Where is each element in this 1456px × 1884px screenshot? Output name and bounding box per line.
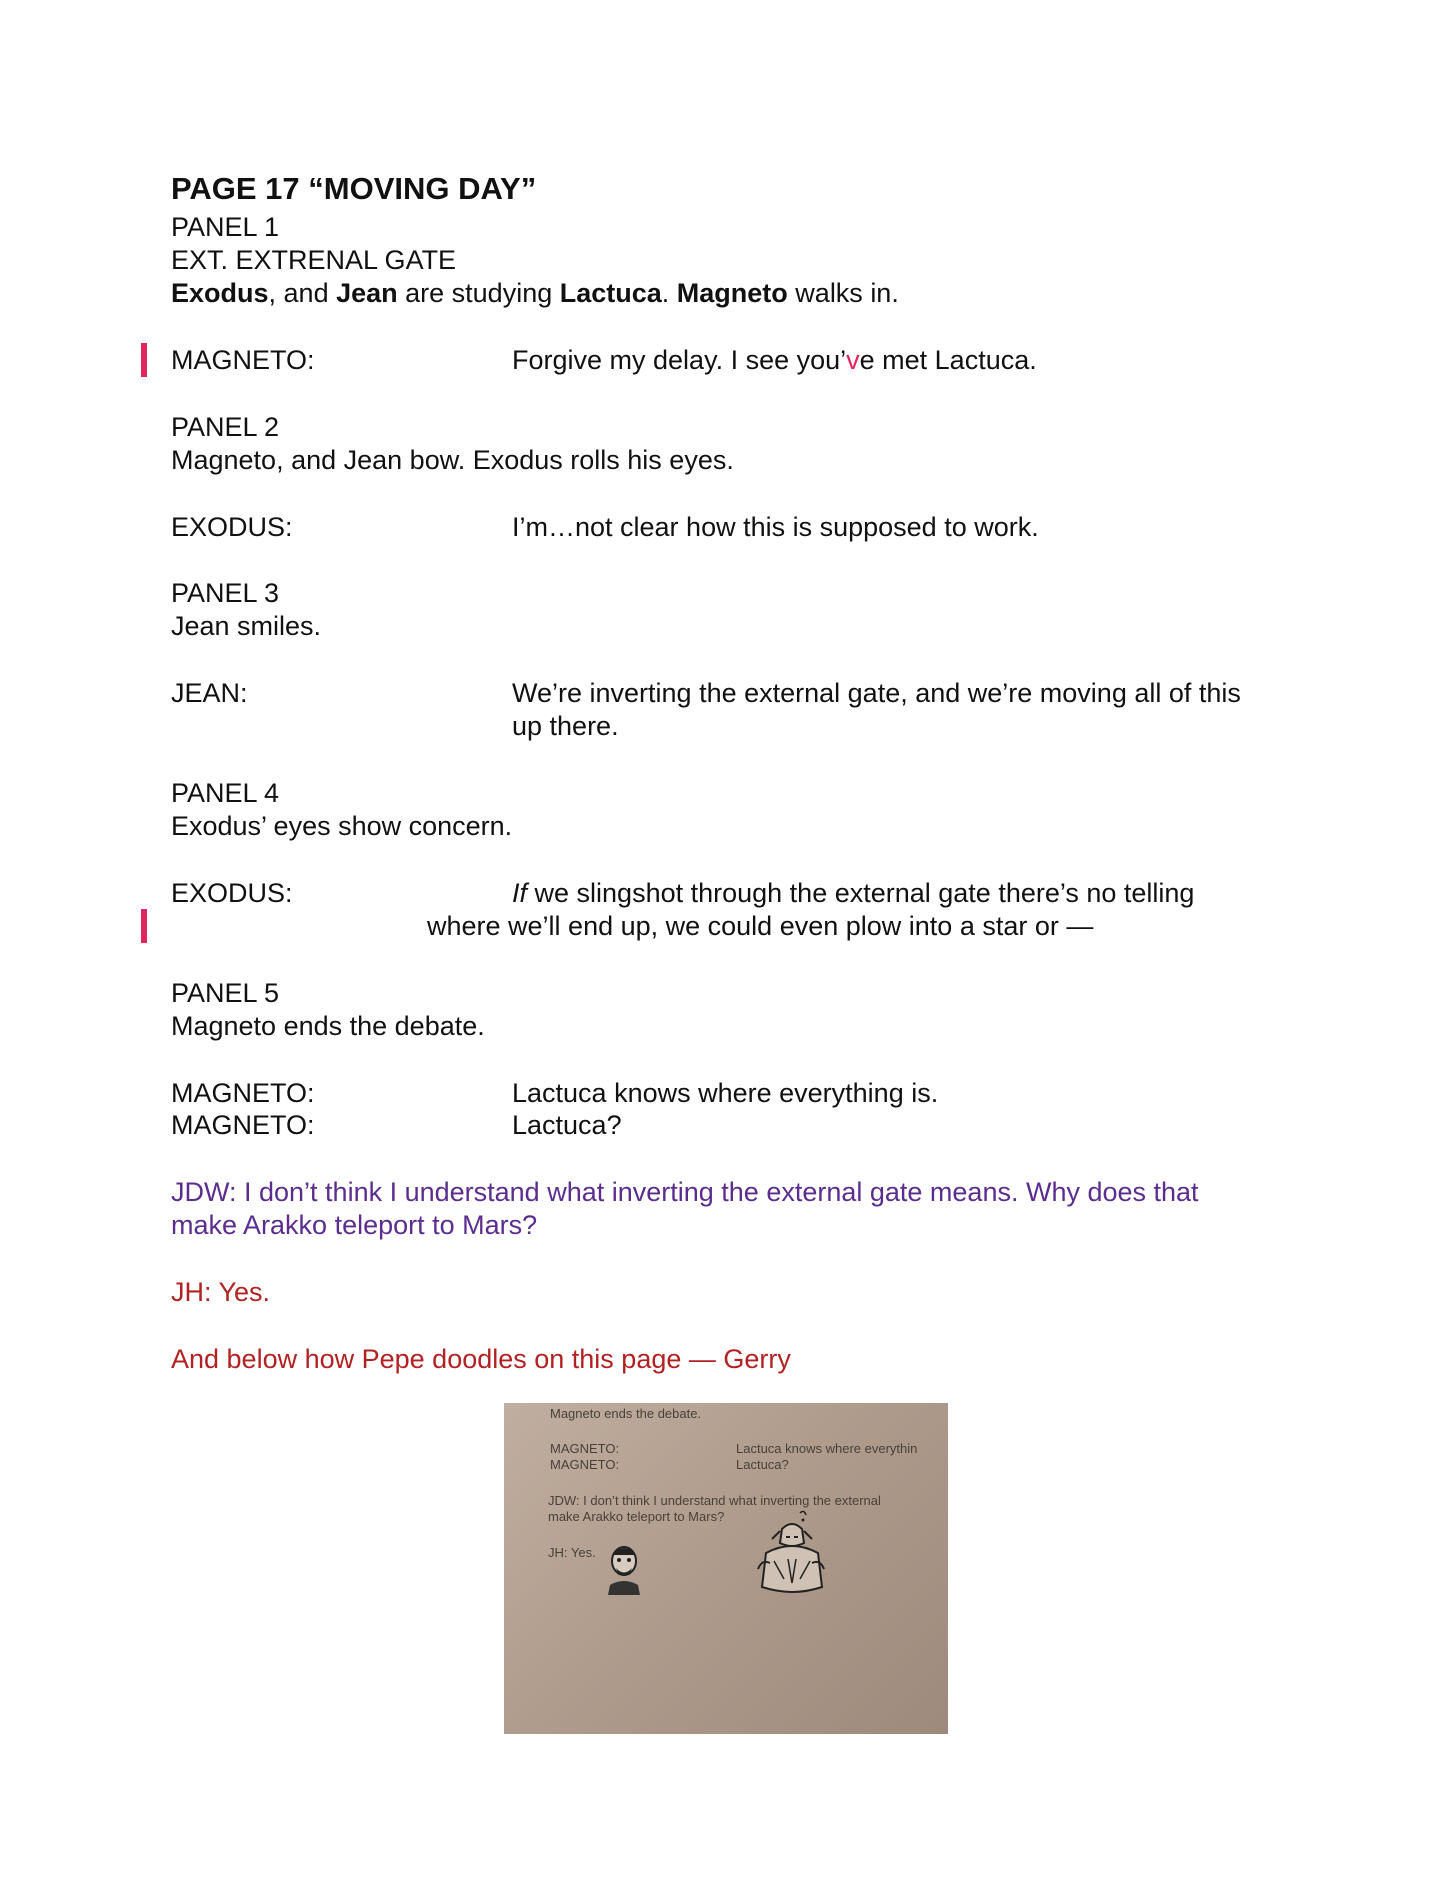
- panel-3-action: Jean smiles.: [171, 611, 322, 641]
- editor-note-jh: JH: Yes.: [171, 1277, 271, 1307]
- action-text: are studying: [397, 278, 560, 308]
- dialogue-text: e met Lactuca.: [859, 345, 1037, 375]
- panel-4-label: PANEL 4: [171, 778, 280, 808]
- editor-note-jdw: JDW: I don’t think I understand what inverting the external gate means. Why does that: [171, 1177, 1199, 1207]
- photo-text: JH: Yes.: [548, 1545, 596, 1560]
- dialogue-line: [512, 876, 1194, 910]
- photo-text: JDW: I don’t think I understand what inverting the external: [548, 1493, 881, 1508]
- character-jean: Jean: [336, 278, 398, 308]
- doodle-photo: [504, 1403, 948, 1734]
- panel-5-action: Magneto ends the debate.: [171, 1011, 485, 1041]
- dialogue-text: we slingshot through the external gate there’s no telling: [527, 878, 1195, 908]
- speaker-magneto: MAGNETO:: [171, 1110, 315, 1140]
- photo-text: MAGNETO:: [550, 1441, 620, 1456]
- dialogue-line: where we’ll end up, we could even plow into a star or —: [427, 911, 1094, 941]
- editor-note-gerry: And below how Pepe doodles on this page — Gerry: [171, 1344, 791, 1374]
- character-exodus: Exodus: [171, 278, 269, 308]
- action-text: , and: [268, 278, 337, 308]
- photo-text: Lactuca knows where everythin: [736, 1441, 918, 1456]
- photo-text: Magneto ends the debate.: [550, 1406, 702, 1421]
- dialogue-line: I’m…not clear how this is supposed to work.: [512, 512, 1039, 542]
- panel-2-action: Magneto, and Jean bow. Exodus rolls his eyes.: [171, 445, 734, 475]
- dialogue-line: [512, 343, 1037, 377]
- character-lactuca: Lactuca: [559, 278, 662, 308]
- speaker-magneto: MAGNETO:: [171, 1078, 315, 1108]
- panel-5-label: PANEL 5: [171, 978, 280, 1008]
- change-bar: [141, 909, 147, 943]
- dialogue-text: Forgive my delay. I see you’: [512, 345, 847, 375]
- panel-1-label: PANEL 1: [171, 212, 280, 242]
- photo-text: Lactuca?: [736, 1457, 789, 1472]
- dialogue-line: We’re inverting the external gate, and we’re moving all of this: [512, 678, 1241, 708]
- speaker-exodus: EXODUS:: [171, 878, 293, 908]
- editor-note-jdw: make Arakko teleport to Mars?: [171, 1210, 538, 1240]
- panel-1-action: [171, 276, 899, 310]
- character-magneto: Magneto: [676, 278, 788, 308]
- speaker-exodus: EXODUS:: [171, 512, 293, 542]
- panel-3-label: PANEL 3: [171, 578, 280, 608]
- photo-text: make Arakko teleport to Mars?: [548, 1509, 725, 1524]
- dialogue-line: Lactuca knows where everything is.: [512, 1078, 939, 1108]
- page-title: PAGE 17 “MOVING DAY”: [171, 171, 537, 206]
- doodle-magneto-icon: [752, 1509, 830, 1601]
- action-text: walks in.: [787, 278, 899, 308]
- emphasis-if: If: [512, 878, 528, 908]
- dialogue-line: up there.: [512, 711, 619, 741]
- change-bar: [141, 343, 147, 377]
- doodle-face-icon: [602, 1541, 646, 1597]
- speaker-magneto: MAGNETO:: [171, 345, 315, 375]
- dialogue-line: Lactuca?: [512, 1110, 622, 1140]
- panel-2-label: PANEL 2: [171, 412, 280, 442]
- panel-4-action: Exodus’ eyes show concern.: [171, 811, 513, 841]
- action-text: .: [661, 278, 677, 308]
- panel-1-location: EXT. EXTRENAL GATE: [171, 245, 457, 275]
- photo-text: MAGNETO:: [550, 1457, 620, 1472]
- edited-letter: v: [846, 345, 860, 375]
- speaker-jean: JEAN:: [171, 678, 248, 708]
